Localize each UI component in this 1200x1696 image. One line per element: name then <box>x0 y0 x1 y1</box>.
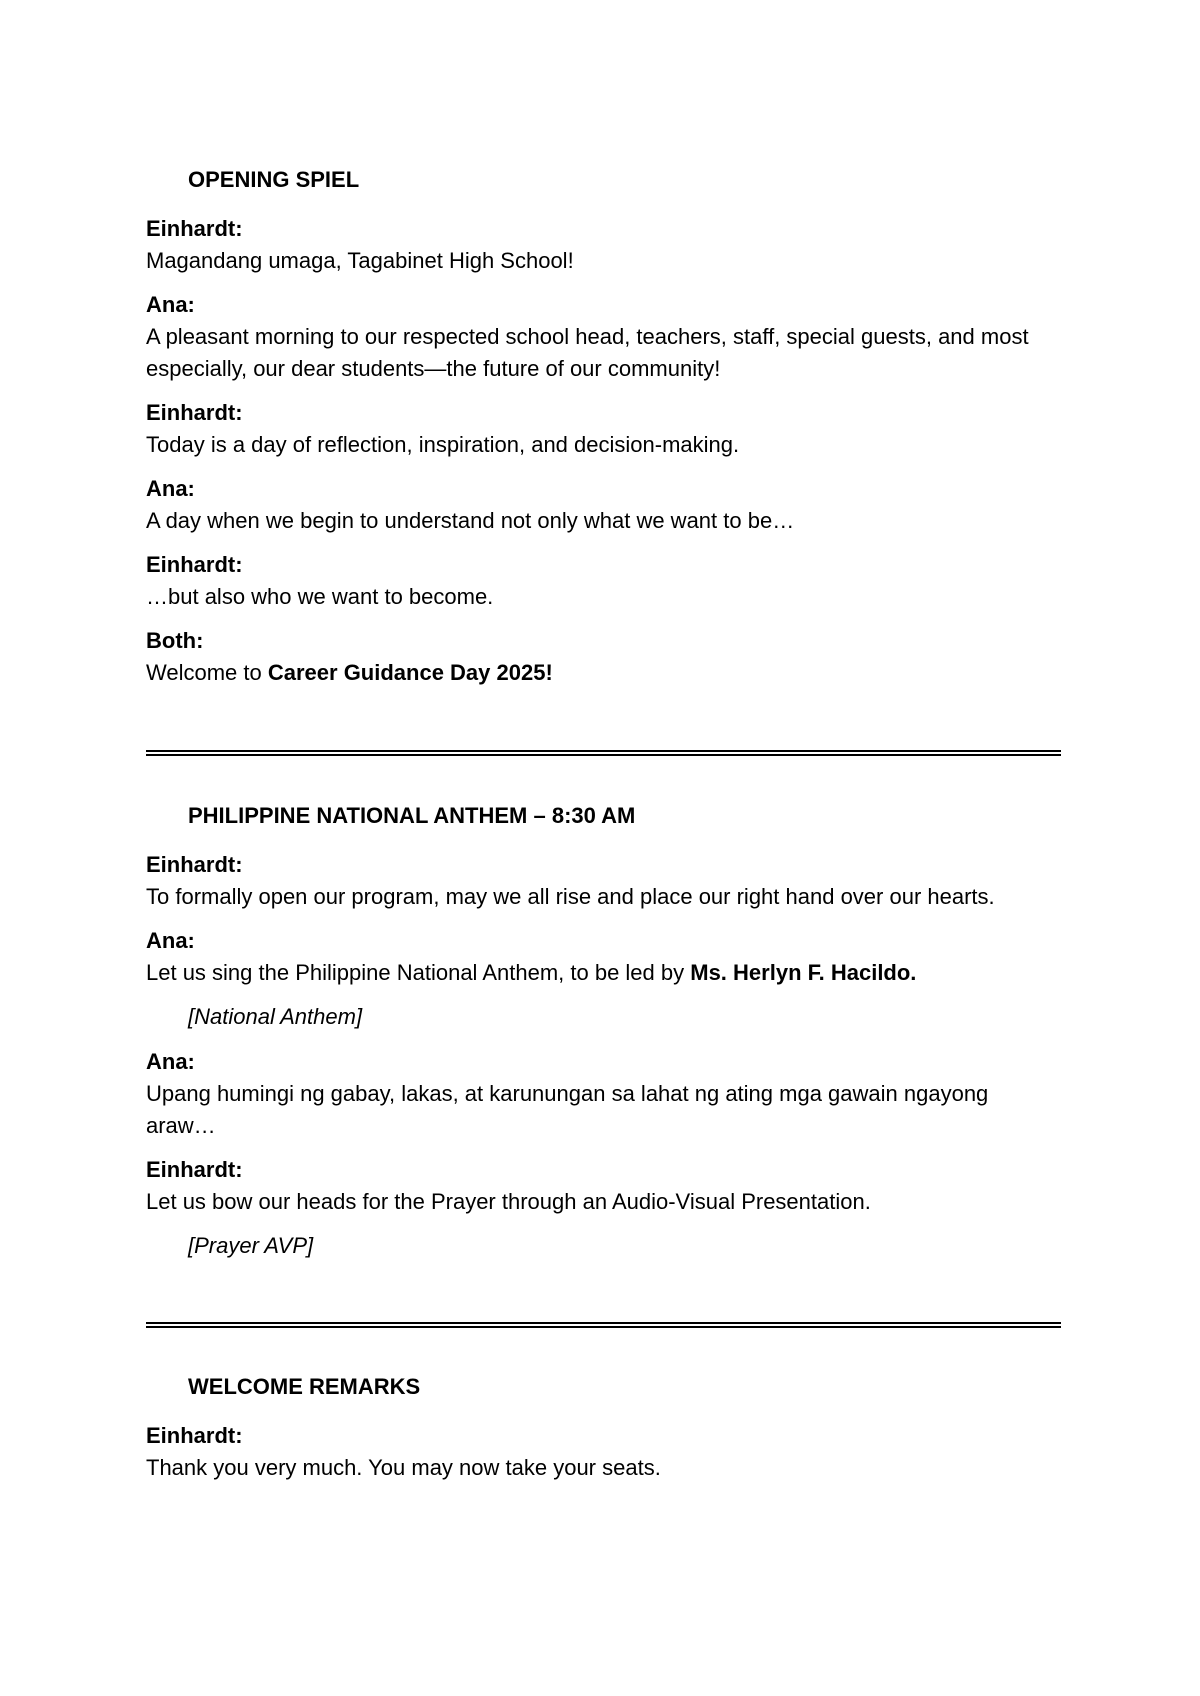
section-heading-welcome-remarks: WELCOME REMARKS <box>188 1374 421 1399</box>
stage-cue-prayer-avp: [Prayer AVP] <box>188 1233 314 1258</box>
leader-name: Ms. Herlyn F. Hacildo. <box>690 960 917 985</box>
speech-block <box>146 397 1061 461</box>
speech-block <box>146 925 1061 989</box>
speaker-label: Einhardt: <box>146 216 243 241</box>
speech-text: Magandang umaga, Tagabinet High School! <box>146 248 574 273</box>
speech-text: A pleasant morning to our respected school head, teachers, staff, special guests, and most especially, our dear students—the future of our community! <box>146 324 1029 381</box>
speech-text <box>146 957 1061 989</box>
speaker-label: Both: <box>146 628 204 653</box>
speech-block <box>146 1046 1061 1142</box>
section-divider <box>146 750 1061 756</box>
speaker-label: Ana: <box>146 476 195 501</box>
section-heading-national-anthem: PHILIPPINE NATIONAL ANTHEM – 8:30 AM <box>188 803 636 828</box>
speech-block <box>146 213 1061 277</box>
speech-block <box>146 289 1061 385</box>
speech-block <box>146 1420 1061 1484</box>
speech-text: To formally open our program, may we all rise and place our right hand over our hearts. <box>146 884 995 909</box>
speaker-label: Ana: <box>146 928 195 953</box>
section-heading-opening-spiel: OPENING SPIEL <box>188 167 360 192</box>
stage-cue-national-anthem: [National Anthem] <box>188 1004 363 1029</box>
speaker-label: Einhardt: <box>146 400 243 425</box>
speaker-label: Ana: <box>146 1049 195 1074</box>
welcome-section <box>146 1371 1061 1496</box>
speaker-label: Einhardt: <box>146 552 243 577</box>
speaker-label: Einhardt: <box>146 1423 243 1448</box>
speech-block <box>146 849 1061 913</box>
section-divider <box>146 1322 1061 1328</box>
speech-text: Upang humingi ng gabay, lakas, at karunungan sa lahat ng ating mga gawain ngayong araw… <box>146 1081 989 1138</box>
speech-text: Thank you very much. You may now take your seats. <box>146 1455 661 1480</box>
speech-block <box>146 473 1061 537</box>
speaker-label: Einhardt: <box>146 1157 243 1182</box>
speech-block <box>146 1154 1061 1218</box>
speech-text-regular: Let us sing the Philippine National Anthem, to be led by <box>146 960 691 985</box>
anthem-section <box>146 800 1061 1275</box>
speech-block <box>146 549 1061 613</box>
opening-section <box>146 164 1061 701</box>
speaker-label: Ana: <box>146 292 195 317</box>
speaker-label: Einhardt: <box>146 852 243 877</box>
speech-text: A day when we begin to understand not only what we want to be… <box>146 508 795 533</box>
speech-text: …but also who we want to become. <box>146 584 494 609</box>
event-name: Career Guidance Day 2025! <box>267 660 553 685</box>
speech-block <box>146 625 1061 689</box>
speech-text-regular: Welcome to <box>146 660 268 685</box>
speech-text <box>146 657 1061 689</box>
speech-text: Let us bow our heads for the Prayer through an Audio-Visual Presentation. <box>146 1189 871 1214</box>
speech-text: Today is a day of reflection, inspiration, and decision-making. <box>146 432 740 457</box>
